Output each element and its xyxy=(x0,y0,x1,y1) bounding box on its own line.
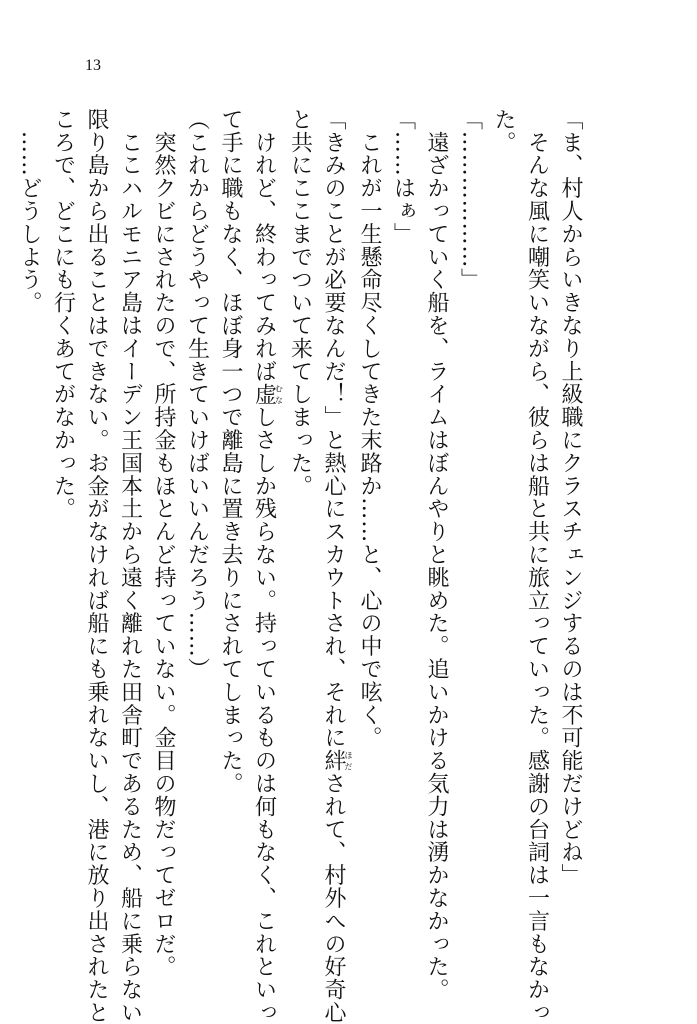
ruby-word xyxy=(321,749,353,773)
text-line: そんな風に嘲笑いながら、彼らは船と共に旅立っていった。感謝の台詞は一言もなかっ xyxy=(524,108,550,1024)
text-line: た。 xyxy=(491,108,516,154)
text-line: と共にここまでついて来てしまった。 xyxy=(287,108,313,498)
text-line: 突然クビにされたので、所持金もほとんど持っていない。金目の物だってゼロだ。 xyxy=(151,108,176,979)
text-line: これが一生懸命尽くしてきた末路か……と、心の中で呟く。 xyxy=(357,108,382,750)
text-line xyxy=(317,108,353,1024)
text-line: 限り島から出ることはできない。お金がなければ船にも乗れないし、港に放り出されたと xyxy=(84,108,109,1024)
text-line: ここハルモニア島はイーデン王国本土から遠く離れた田舎町であるため、船に乗らない xyxy=(117,108,143,1024)
ruby-base: 絆 xyxy=(321,749,346,773)
page-number: 13 xyxy=(85,57,101,74)
text-line: （これからどうやって生きていけばいいんだろう……） xyxy=(184,108,210,681)
ruby-base: 虚 xyxy=(251,382,277,406)
text-segment: しさしか残らない。持っているものは何もなく、これといっ xyxy=(251,405,277,1024)
text-line: 「………………」 xyxy=(457,108,483,292)
text-segment: 「きみのことが必要なんだ！」と熱心にスカウトされ、それに xyxy=(321,108,346,750)
text-line: ……どうしよう。 xyxy=(17,108,42,315)
text-segment: されて、村外への好奇心 xyxy=(321,772,346,1024)
text-line: ころで、どこにも行くあてがなかった。 xyxy=(50,108,76,521)
text-line: 遠ざかっていく船を、ライムはぼんやりと眺めた。追いかける気力は湧かなかった。 xyxy=(424,108,449,1002)
text-line: 「ま、村人からいきなり上級職にクラスチェンジするのは不可能だけどね」 xyxy=(558,108,583,887)
text-segment: けれど、終わってみれば xyxy=(251,108,277,383)
text-line: 「……はぁ」 xyxy=(390,108,416,246)
body-text xyxy=(13,108,588,1024)
ruby-word xyxy=(251,382,284,406)
ruby-reading: ほだ xyxy=(344,749,353,773)
text-line xyxy=(247,108,284,1024)
text-line: て手に職もなく、ほぼ身一つで離島に置き去りにされてしまった。 xyxy=(218,108,243,795)
ruby-reading: むな xyxy=(274,382,284,406)
